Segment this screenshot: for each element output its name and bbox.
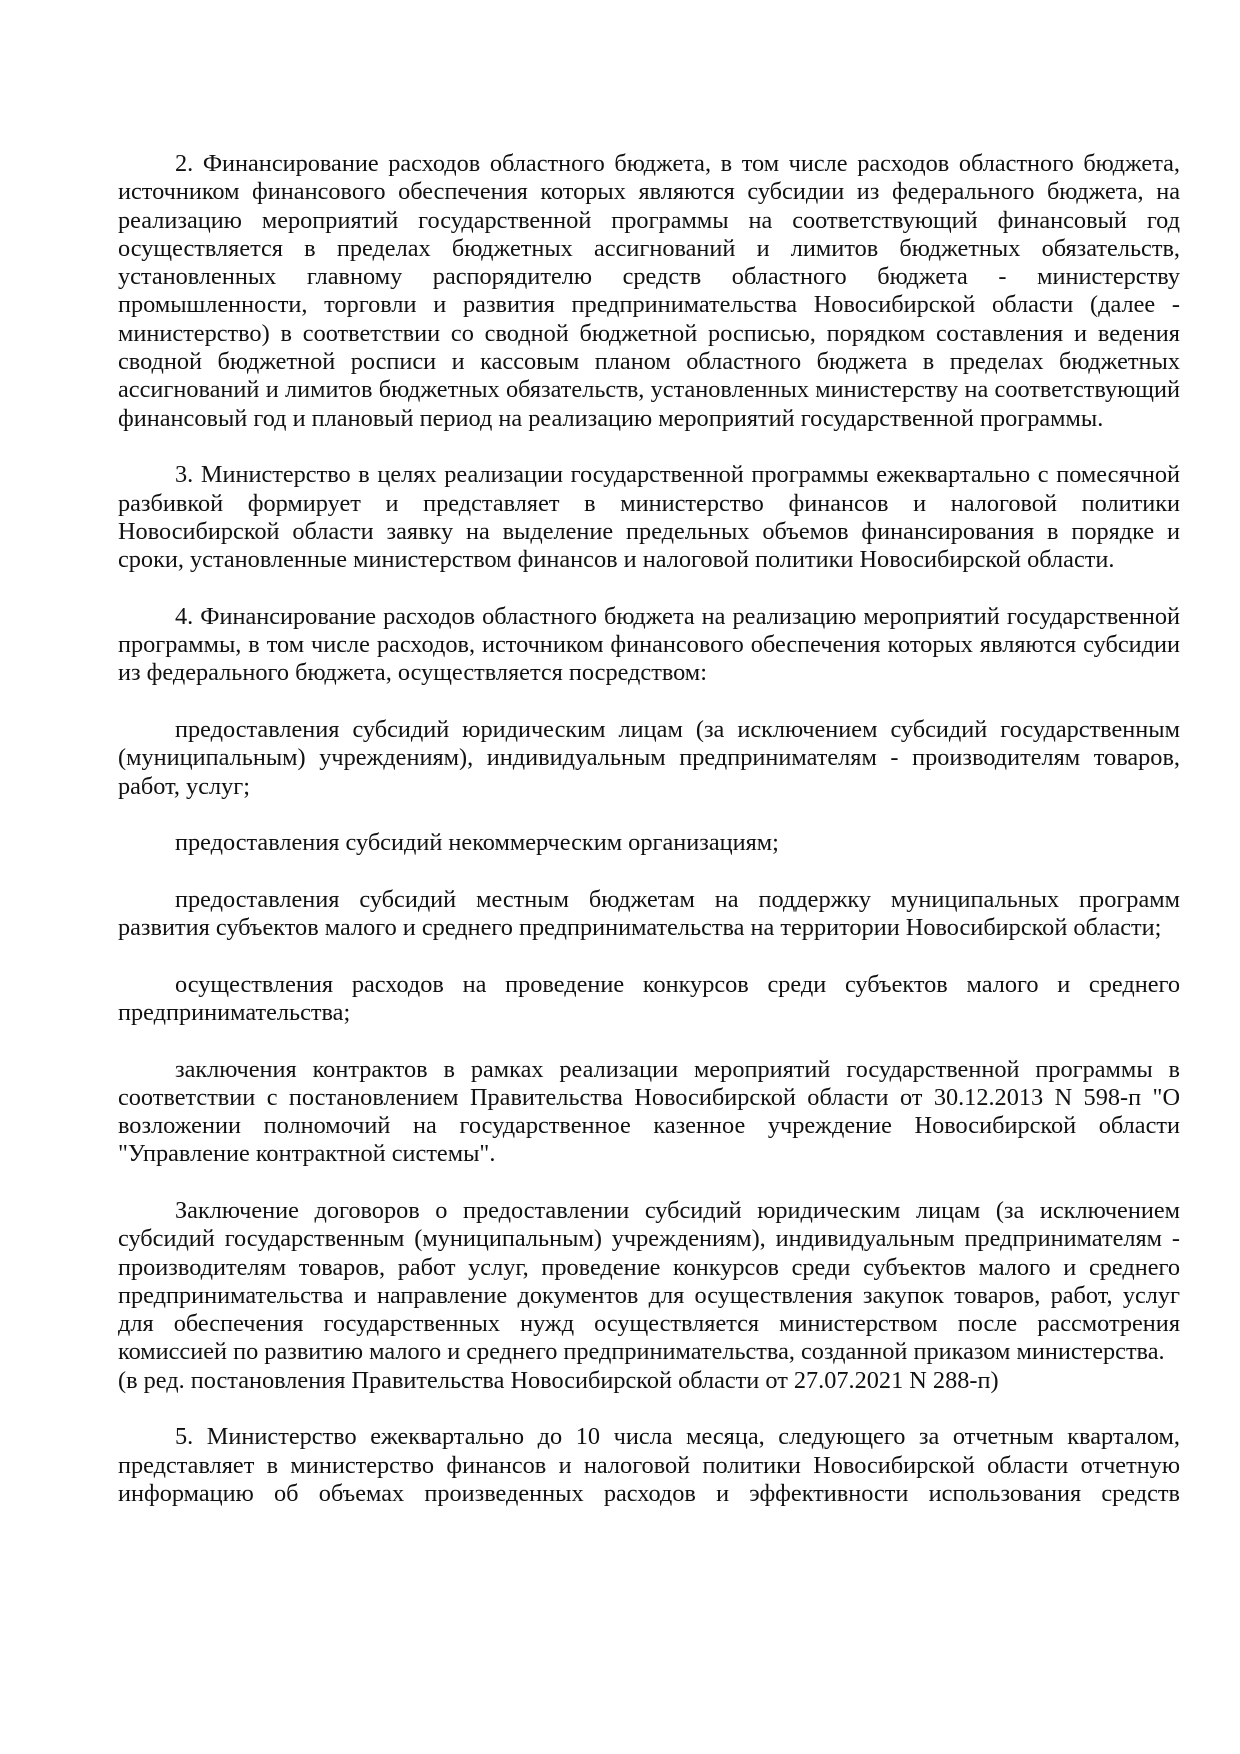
list-item-subsidies-local-budgets: предоставления субсидий местным бюджетам на поддержку муниципальных программ развития субъектов малого и среднего предпринимательства на территории Новосибирской области; bbox=[118, 885, 1180, 942]
paragraph-agreements: Заключение договоров о предоставлении субсидий юридическим лицам (за исключением субсидий государственным (муниципальным) учреждениям), индивидуальным предпринимателям - производителям товаров, работ услуг, проведение конкурсов среди субъектов малого и среднего предпринимательства и направление документов для осуществления закупок товаров, работ, услуг для обеспечения государственных нужд осуществляется министерством после рассмотрения комиссией по развитию малого и среднего предпринимательства, созданной приказом министерства. bbox=[118, 1196, 1180, 1366]
amendment-note: (в ред. постановления Правительства Новосибирской области от 27.07.2021 N 288-п) bbox=[118, 1366, 999, 1394]
list-item-subsidies-legal-entities: предоставления субсидий юридическим лицам (за исключением субсидий государственным (муниципальным) учреждениям), индивидуальным предпринимателям - производителям товаров, работ, услуг; bbox=[118, 715, 1180, 800]
list-item-contest-expenses: осуществления расходов на проведение конкурсов среди субъектов малого и среднего предпринимательства; bbox=[118, 970, 1180, 1026]
paragraph-5: 5. Министерство ежеквартально до 10 числа месяца, следующего за отчетным кварталом, представляет в министерство финансов и налоговой политики Новосибирской области отчетную информацию об объемах произведенных расходов и эффективности использования средств bbox=[118, 1423, 1180, 1507]
list-item-contracts: заключения контрактов в рамках реализации мероприятий государственной программы в соответствии с постановлением Правительства Новосибирской области от 30.12.2013 N 598-п "О возложении полномочий на государственное казенное учреждение Новосибирской области "Управление контрактной системы". bbox=[118, 1055, 1180, 1168]
list-item-subsidies-nonprofits: предоставления субсидий некоммерческим организациям; bbox=[175, 829, 779, 857]
paragraph-2: 2. Финансирование расходов областного бюджета, в том числе расходов областного бюджета, источником финансового обеспечения которых являются субсидии из федерального бюджета, на реализацию мероприятий государственной программы на соответствующий финансовый год осуществляется в пределах бюджетных ассигнований и лимитов бюджетных обязательств, установленных главному распорядителю средств областного бюджета - министерству промышленности, торговли и развития предпринимательства Новосибирской области (далее - министерство) в соответствии со сводной бюджетной росписью, порядком составления и ведения сводной бюджетной росписи и кассовым планом областного бюджета в пределах бюджетных ассигнований и лимитов бюджетных обязательств, установленных министерству на соответствующий финансовый год и плановый период на реализацию мероприятий государственной программы. bbox=[118, 150, 1180, 432]
paragraph-3: 3. Министерство в целях реализации государственной программы ежеквартально с помесячной разбивкой формирует и представляет в министерство финансов и налоговой политики Новосибирской области заявку на выделение предельных объемов финансирования в порядке и сроки, установленные министерством финансов и налоговой политики Новосибирской области. bbox=[118, 461, 1180, 574]
document-page bbox=[118, 150, 1180, 1537]
paragraph-4: 4. Финансирование расходов областного бюджета на реализацию мероприятий государственной программы, в том числе расходов, источником финансового обеспечения которых являются субсидии из федерального бюджета, осуществляется посредством: bbox=[118, 602, 1180, 687]
